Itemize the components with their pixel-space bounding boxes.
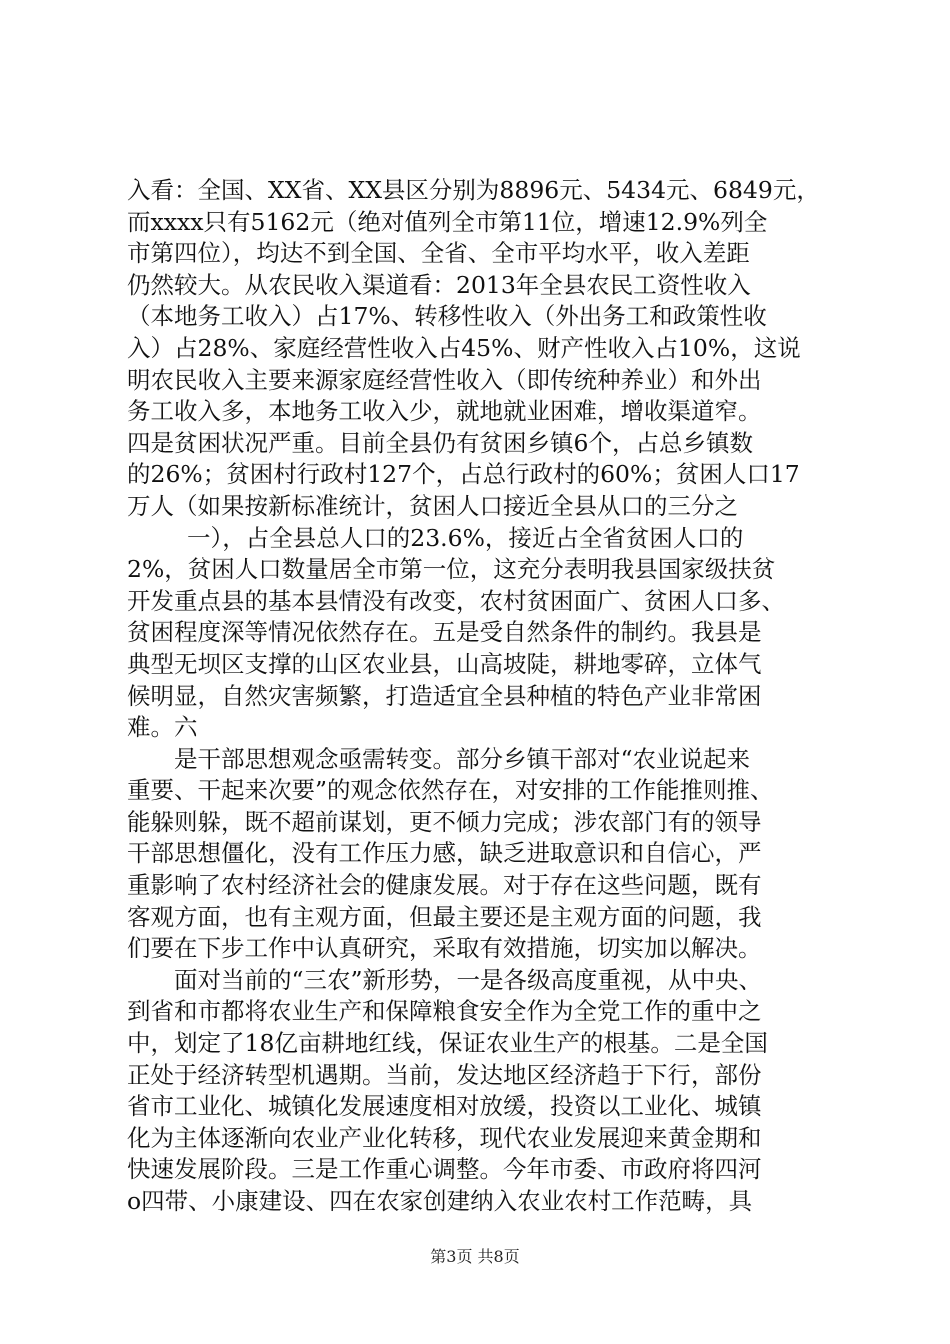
text-line: 化为主体逐渐向农业产业化转移，现代农业发展迎来黄金期和 bbox=[127, 1123, 762, 1152]
text-line: 贫困程度深等情况依然存在。五是受自然条件的制约。我县是 bbox=[127, 618, 762, 647]
text-line: 重影响了农村经济社会的健康发展。对于存在这些问题，既有 bbox=[127, 871, 762, 900]
text-line: 省市工业化、城镇化发展速度相对放缓，投资以工业化、城镇 bbox=[127, 1092, 762, 1121]
text-line: 候明显，自然灾害频繁，打造适宜全县种植的特色产业非常困 bbox=[127, 681, 762, 710]
text-line: 干部思想僵化，没有工作压力感，缺乏进取意识和自信心，严 bbox=[127, 839, 762, 868]
text-line: 们要在下步工作中认真研究，采取有效措施，切实加以解决。 bbox=[127, 934, 762, 963]
text-line: 面对当前的“三农”新形势，一是各级高度重视，从中央、 bbox=[174, 965, 763, 994]
text-line: 入看：全国、XX省、XX县区分别为8896元、5434元、6849元， bbox=[127, 176, 820, 204]
document-body bbox=[127, 175, 827, 1218]
text-line: 2%，贫困人口数量居全市第一位，这充分表明我县国家级扶贫 bbox=[127, 555, 776, 584]
text-line: 快速发展阶段。三是工作重心调整。今年市委、市政府将四河 bbox=[127, 1155, 762, 1184]
text-line: 入）占28%、家庭经营性收入占45%、财产性收入占10%，这说 bbox=[127, 333, 801, 362]
text-line: 仍然较大。从农民收入渠道看：2013年全县农民工资性收入 bbox=[127, 270, 751, 299]
text-line: 能躲则躲，既不超前谋划，更不倾力完成；涉农部门有的领导 bbox=[127, 807, 762, 836]
text-line: 明农民收入主要来源家庭经营性收入（即传统种养业）和外出 bbox=[127, 365, 762, 394]
text-line: 的26%；贫困村行政村127个，占总行政村的60%；贫困人口17 bbox=[127, 460, 800, 489]
text-line: 一），占全县总人口的23.6%，接近占全省贫困人口的 bbox=[187, 523, 744, 552]
text-line: 万人（如果按新标准统计，贫困人口接近全县从口的三分之 bbox=[127, 491, 738, 520]
text-line: 到省和市都将农业生产和保障粮食安全作为全党工作的重中之 bbox=[127, 997, 762, 1026]
text-line: 而xxxx只有5162元（绝对值列全市第11位，增速12.9%列全 bbox=[127, 207, 768, 236]
text-line: 难。六 bbox=[127, 713, 198, 742]
text-line: 开发重点县的基本县情没有改变，农村贫困面广、贫困人口多、 bbox=[127, 586, 785, 615]
text-line: 典型无坝区支撑的山区农业县，山高坡陡，耕地零碎，立体气 bbox=[127, 649, 762, 678]
text-line: o四带、小康建设、四在农家创建纳入农业农村工作范畴，具 bbox=[127, 1187, 753, 1215]
text-line: 正处于经济转型机遇期。当前，发达地区经济趋于下行，部份 bbox=[127, 1060, 762, 1089]
text-line: 是干部思想观念亟需转变。部分乡镇干部对“农业说起来 bbox=[174, 744, 751, 773]
text-line: 中，划定了18亿亩耕地红线，保证农业生产的根基。二是全国 bbox=[127, 1029, 768, 1058]
text-line: （本地务工收入）占17%、转移性收入（外出务工和政策性收 bbox=[127, 302, 767, 331]
text-line: 市第四位），均达不到全国、全省、全市平均水平，收入差距 bbox=[127, 239, 750, 268]
text-line: 务工收入多，本地务工收入少，就地就业困难，增收渠道窄。 bbox=[127, 397, 762, 426]
text-line: 重要、干起来次要”的观念依然存在，对安排的工作能推则推、 bbox=[127, 776, 774, 805]
page-number-footer: 第3页 共8页 bbox=[430, 1247, 520, 1266]
text-line: 四是贫困状况严重。目前全县仍有贫困乡镇6个，占总乡镇数 bbox=[127, 428, 753, 457]
text-line: 客观方面，也有主观方面，但最主要还是主观方面的问题，我 bbox=[127, 902, 762, 931]
